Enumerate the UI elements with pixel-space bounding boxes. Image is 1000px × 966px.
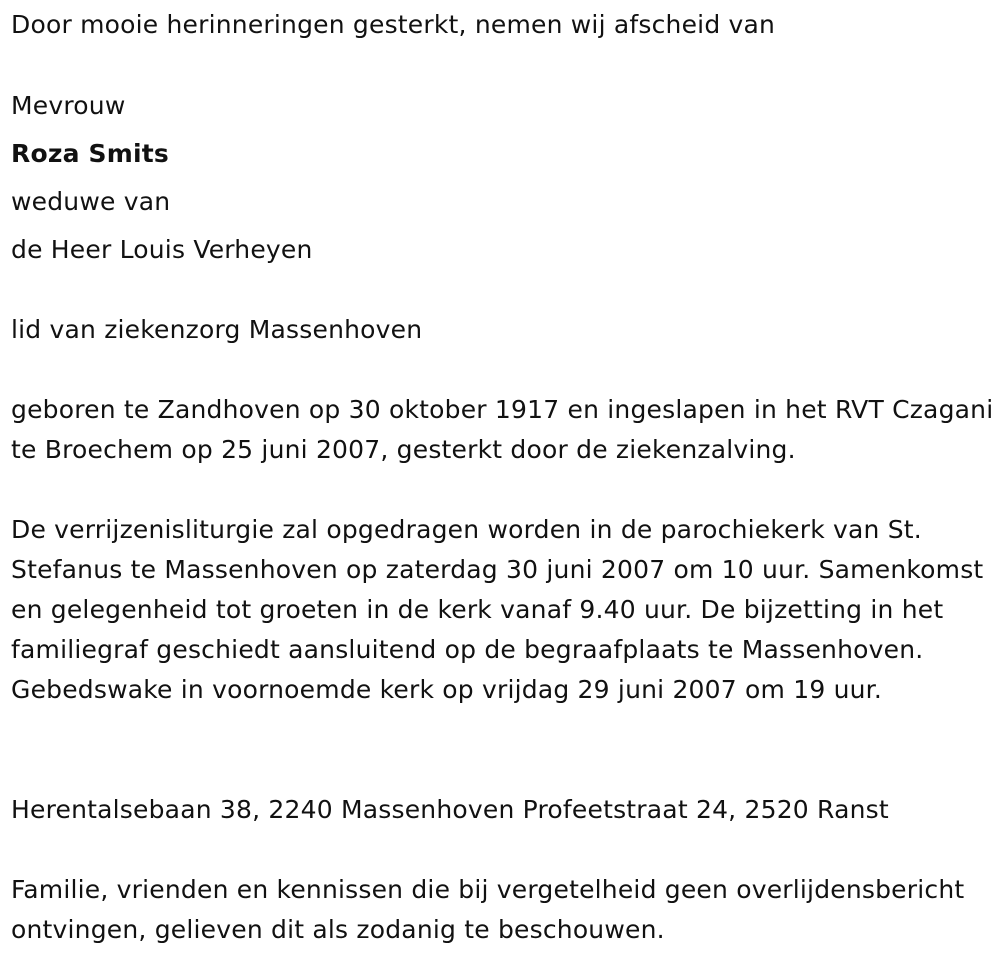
deceased-name: Roza Smits (11, 139, 170, 168)
honorific: Mevrouw (11, 91, 126, 120)
addresses-line: Herentalsebaan 38, 2240 Massenhoven Profeetstraat 24, 2520 Ranst (11, 795, 889, 824)
ceremony-paragraph: De verrijzenisliturgie zal opgedragen worden in de parochiekerk van St. Stefanus te Massenhoven op zaterdag 30 juni 2007 om 10 uur. Samenkomst en gelegenheid tot groeten in de kerk vanaf 9.40 uur. De bijzetting in het familiegraf geschiedt aansluitend op de begraafplaats te Massenhoven. Gebedswake in voornoemde kerk op vrijdag 29 juni 2007 om 19 uur. (11, 515, 984, 704)
spouse-name: de Heer Louis Verheyen (11, 235, 313, 264)
intro-line: Door mooie herinneringen gesterkt, nemen wij afscheid van (11, 10, 776, 39)
widow-of-label: weduwe van (11, 187, 171, 216)
closing-paragraph: Familie, vrienden en kennissen die bij vergetelheid geen overlijdensbericht ontvingen, gelieven dit als zodanig te beschouwen. (11, 875, 965, 944)
membership-line: lid van ziekenzorg Massenhoven (11, 315, 423, 344)
birth-death-paragraph: geboren te Zandhoven op 30 oktober 1917 en ingeslapen in het RVT Czagani te Broechem op 25 juni 2007, gesterkt door de ziekenzalving. (11, 395, 994, 464)
